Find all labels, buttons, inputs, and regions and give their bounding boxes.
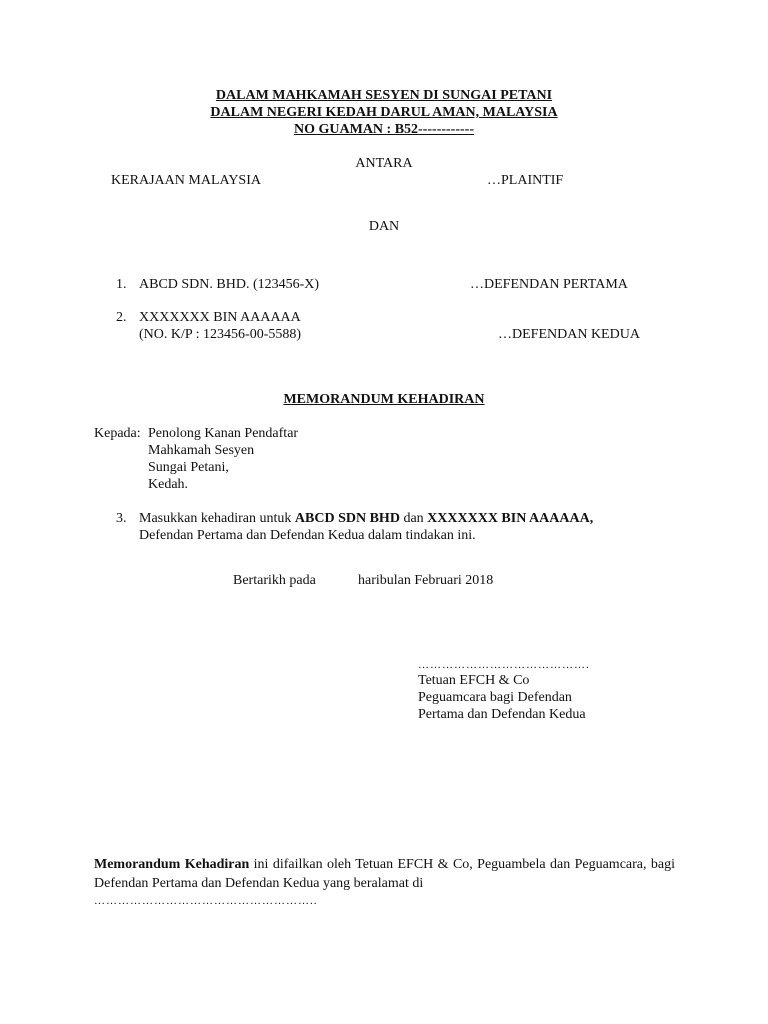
para-3-defendant-2: XXXXXXX BIN AAAAAA,: [427, 511, 594, 526]
date-value: haribulan Februari 2018: [358, 573, 494, 588]
defendant-1-name: ABCD SDN. BHD. (123456-X): [139, 277, 320, 292]
para-3-line-1: [139, 510, 593, 527]
date-label: Bertarikh pada: [233, 573, 316, 588]
para-3-text-1: Masukkan kehadiran untuk: [139, 511, 295, 526]
addressee-line-2: Mahkamah Sesyen: [148, 443, 255, 458]
footer-text: ini difailkan oleh Tetuan EFCH & Co, Peguambela dan Peguamcara, bagi Defendan Pertama dan Defendan Kedua yang beralamat di: [94, 857, 675, 891]
footer-bold: Memorandum Kehadiran: [94, 857, 250, 872]
signature-line-1: Peguamcara bagi Defendan: [418, 690, 572, 705]
para-3-text-2: dan: [399, 511, 428, 526]
dan-label: DAN: [368, 219, 400, 234]
defendant-1-number: 1.: [116, 277, 127, 292]
plaintiff-name: KERAJAAN MALAYSIA: [111, 173, 261, 188]
document-title: MEMORANDUM KEHADIRAN: [283, 392, 485, 407]
signature-line: …………………………………….: [418, 659, 590, 671]
para-3-defendant-1: ABCD SDN BHD: [294, 511, 400, 526]
addressee-line-3: Sungai Petani,: [148, 460, 229, 475]
footer-paragraph: [94, 855, 675, 893]
signature-line-2: Pertama dan Defendan Kedua: [418, 707, 586, 722]
defendant-2-name: XXXXXXX BIN AAAAAA: [139, 310, 301, 325]
antara-label: ANTARA: [355, 156, 413, 171]
defendant-2-number: 2.: [116, 310, 127, 325]
kepada-label: Kepada:: [94, 426, 141, 441]
addressee-line-4: Kedah.: [148, 477, 189, 492]
defendant-2-id: (NO. K/P : 123456-00-5588): [139, 327, 302, 342]
addressee-line-1: Penolong Kanan Pendaftar: [148, 426, 299, 441]
court-heading: DALAM MAHKAMAH SESYEN DI SUNGAI PETANI: [215, 88, 553, 103]
defendant-2-role: …DEFENDAN KEDUA: [498, 327, 640, 342]
case-number: NO GUAMAN : B52------------: [294, 122, 474, 137]
plaintiff-role: …PLAINTIF: [487, 173, 564, 188]
signature-firm: Tetuan EFCH & Co: [418, 673, 530, 688]
state-heading: DALAM NEGERI KEDAH DARUL AMAN, MALAYSIA: [210, 105, 558, 120]
para-3-number: 3.: [116, 511, 127, 526]
defendant-1-role: …DEFENDAN PERTAMA: [470, 277, 628, 292]
footer-address-dots: ………………………………………………..: [94, 895, 318, 907]
para-3-line-2: Defendan Pertama dan Defendan Kedua dalam tindakan ini.: [139, 528, 476, 543]
